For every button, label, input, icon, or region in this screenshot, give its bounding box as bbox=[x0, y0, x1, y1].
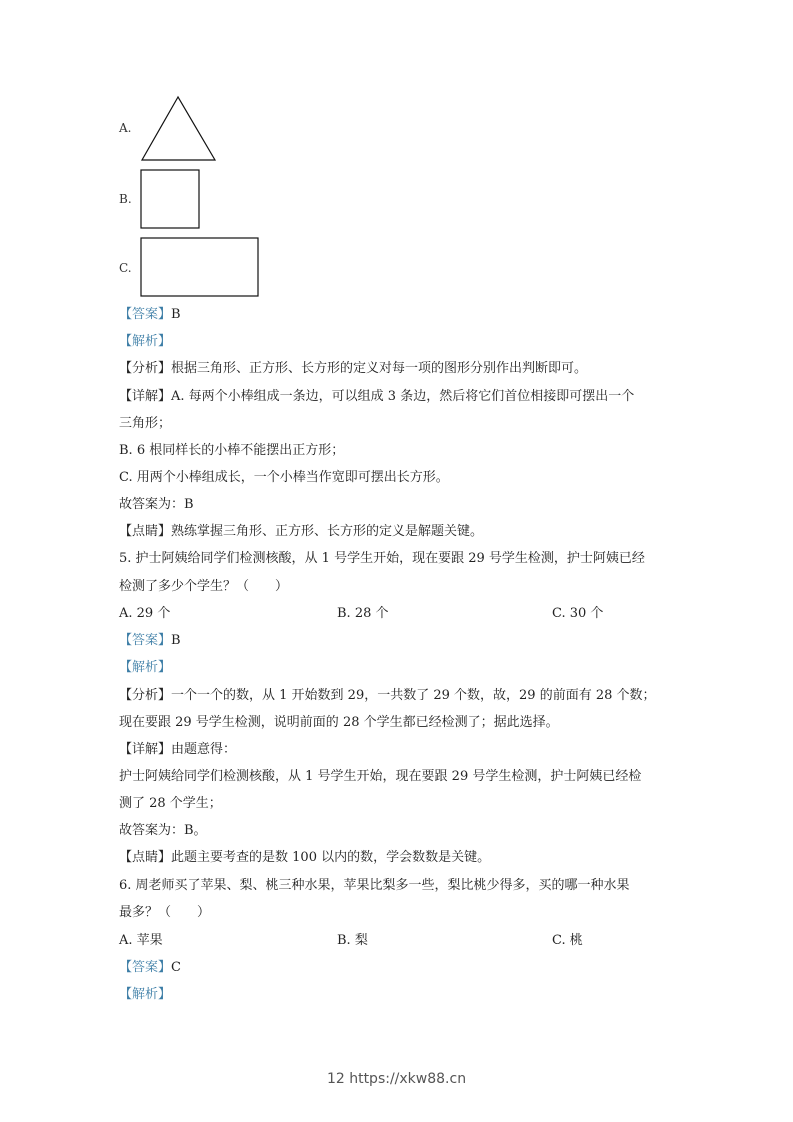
option-a-label: A. bbox=[119, 121, 132, 135]
rectangle-shape bbox=[140, 237, 260, 298]
q6-analysis-heading bbox=[119, 986, 171, 1004]
q5-xiangjie-line-2: 护士阿姨给同学们检测核酸，从 1 号学生开始，现在要跟 29 号学生检测，护士阿姨已经检 bbox=[119, 769, 642, 784]
dianjing-text: 熟练掌握三角形、正方形、长方形的定义是解题关键。 bbox=[171, 524, 484, 539]
xiangjie-line-2: 三角形； bbox=[119, 416, 172, 431]
q5-answer-value: B bbox=[171, 633, 181, 648]
q5-xiangjie-tag: 【详解】 bbox=[119, 742, 172, 757]
xiangjie-line-3: B. 6 根同样长的小棒不能摆出正方形； bbox=[119, 443, 345, 458]
dianjing-tag: 【点睛】 bbox=[119, 524, 172, 539]
q5-dianjing-tag: 【点睛】 bbox=[119, 850, 172, 865]
xiangjie-tag: 【详解】 bbox=[119, 389, 172, 404]
q6-stem-line-2: 最多？（ ） bbox=[119, 905, 211, 920]
square-shape bbox=[140, 169, 202, 231]
dianjing-line bbox=[119, 523, 483, 541]
q6-choice-b: B. 梨 bbox=[337, 933, 368, 948]
fenxi-text: 根据三角形、正方形、长方形的定义对每一项的图形分别作出判断即可。 bbox=[171, 361, 588, 376]
conclusion-line: 故答案为：B bbox=[119, 497, 194, 512]
q6-stem-line-1: 6. 周老师买了苹果、梨、桃三种水果，苹果比梨多一些，梨比桃少得多，买的哪一种水果 bbox=[119, 878, 630, 893]
analysis-heading bbox=[119, 333, 171, 351]
q5-analysis-tag: 【解析】 bbox=[119, 660, 172, 675]
q5-choice-a: A. 29 个 bbox=[119, 606, 171, 621]
q6-analysis-tag: 【解析】 bbox=[119, 987, 172, 1002]
option-b-label: B. bbox=[119, 192, 132, 206]
q5-dianjing-text: 此题主要考查的是数 100 以内的数，学会数数是关键。 bbox=[171, 850, 491, 865]
fenxi-line bbox=[119, 360, 587, 378]
q5-conclusion-line: 故答案为：B。 bbox=[119, 823, 207, 838]
q6-answer-line bbox=[119, 959, 181, 977]
q5-xiangjie-line-3: 测了 28 个学生； bbox=[119, 796, 222, 811]
q5-fenxi-text: 一个一个的数，从 1 开始数到 29，一共数了 29 个数，故，29 的前面有 28 个数； bbox=[171, 688, 656, 703]
q5-answer-tag: 【答案】 bbox=[119, 633, 172, 648]
answer-value: B bbox=[171, 307, 181, 322]
q5-fenxi-line-2: 现在要跟 29 号学生检测，说明前面的 28 个学生都已经检测了；据此选择。 bbox=[119, 715, 559, 730]
q5-choice-b: B. 28 个 bbox=[337, 606, 389, 621]
q5-fenxi-line-1 bbox=[119, 687, 656, 705]
q5-fenxi-tag: 【分析】 bbox=[119, 688, 172, 703]
q5-analysis-heading bbox=[119, 659, 171, 677]
q5-dianjing-line bbox=[119, 849, 490, 867]
q6-answer-tag: 【答案】 bbox=[119, 960, 172, 975]
option-c-label: C. bbox=[119, 261, 132, 275]
q6-answer-value: C bbox=[171, 960, 181, 975]
xiangjie-text: A. 每两个小棒组成一条边，可以组成 3 条边，然后将它们首位相接即可摆出一个 bbox=[171, 389, 635, 404]
xiangjie-line-4: C. 用两个小棒组成长，一个小棒当作宽即可摆出长方形。 bbox=[119, 470, 449, 485]
analysis-tag: 【解析】 bbox=[119, 334, 172, 349]
answer-tag: 【答案】 bbox=[119, 307, 172, 322]
q5-xiangjie-text: 由题意得： bbox=[171, 742, 237, 757]
q6-choice-a: A. 苹果 bbox=[119, 933, 163, 948]
xiangjie-line-1 bbox=[119, 388, 634, 406]
q5-choice-c: C. 30 个 bbox=[552, 606, 604, 621]
q5-stem-line-1: 5. 护士阿姨给同学们检测核酸，从 1 号学生开始，现在要跟 29 号学生检测，护士阿姨已经 bbox=[119, 551, 645, 566]
page-footer: 12 https://xkw88.cn bbox=[326, 1071, 467, 1087]
answer-line bbox=[119, 306, 181, 324]
q5-answer-line bbox=[119, 632, 181, 650]
q5-stem-line-2: 检测了多少个学生？（ ） bbox=[119, 579, 289, 594]
q6-choice-c: C. 桃 bbox=[552, 933, 583, 948]
fenxi-tag: 【分析】 bbox=[119, 361, 172, 376]
triangle-shape bbox=[140, 95, 218, 163]
q5-xiangjie-line-1 bbox=[119, 741, 236, 759]
